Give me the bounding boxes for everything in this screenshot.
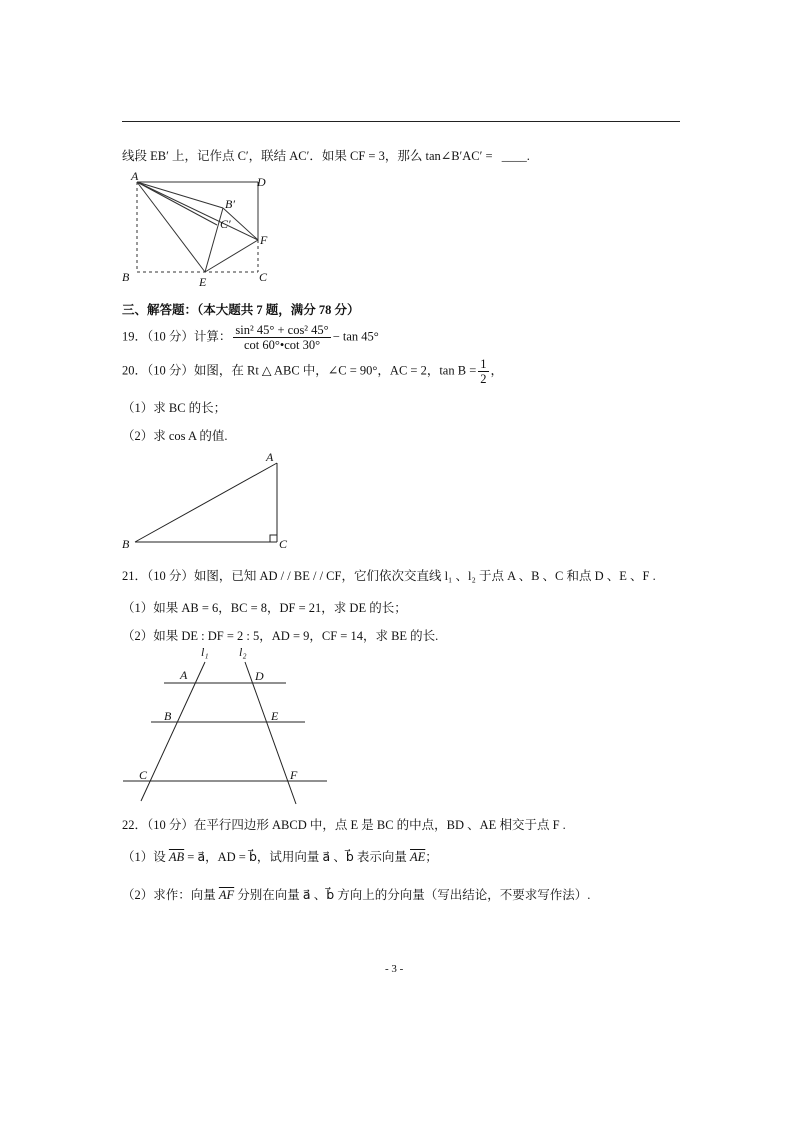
q21-label-l2: l₂ — [239, 645, 247, 659]
q21-label-D: D — [255, 669, 264, 683]
q21-label-B: B — [164, 709, 172, 723]
q21-figure — [115, 644, 335, 806]
q18-edge-AE — [137, 182, 205, 272]
q21-label-E: E — [271, 709, 279, 723]
q18-figure — [115, 168, 275, 290]
q20-right-angle-mark — [270, 535, 277, 542]
q18-label-C1: C′ — [220, 217, 231, 231]
q22-p1-b: = a⃗，AD = b⃗，试用向量 a⃗ 、b⃗ 表示向量 — [187, 850, 407, 864]
q20-part2: （2）求 cos A 的值. — [122, 429, 228, 443]
q22-p2-vec-AF: $\overline{AF}$ — [218, 888, 235, 902]
q22-p1-a: （1）设 — [122, 850, 166, 864]
q22-p1-vec-AE: $\overline{AE}$ — [410, 850, 426, 864]
q18-label-A: A — [131, 169, 139, 183]
q20-label-C: C — [279, 537, 288, 551]
q19-denominator: cot 60°•cot 30° — [243, 338, 321, 352]
q20-stem-text: 20．（10 分）如图，在 Rt △ ABC 中，∠C = 90°，AC = 2，tan B = — [122, 363, 477, 378]
q22-part2 — [122, 885, 590, 903]
q21-part2: （2）如果 DE : DF = 2 : 5，AD = 9，CF = 14，求 BE 的长. — [122, 629, 439, 643]
q19-fraction — [233, 323, 330, 352]
q18-edge-AC1 — [137, 182, 217, 225]
q18-label-B1: B′ — [225, 197, 235, 211]
q20-stem — [122, 357, 503, 386]
q19-numerator: sin² 45° + cos² 45° — [235, 323, 329, 337]
q18-text — [122, 146, 530, 164]
q20-stem-end: ， — [490, 363, 504, 378]
q18-edge-AF — [137, 182, 258, 240]
q20-frac-den: 2 — [480, 372, 487, 386]
q18-label-F: F — [260, 233, 268, 247]
q21-part1: （1）如果 AB = 6，BC = 8，DF = 21，求 DE 的长； — [122, 601, 407, 615]
q19 — [122, 323, 379, 352]
q20-edge-AB — [135, 463, 277, 542]
q18-label-B: B — [122, 270, 130, 284]
q22-p1-c: ； — [425, 850, 438, 864]
q20-figure — [115, 448, 300, 552]
q18-label-D: D — [257, 175, 266, 189]
q20-part1: （1）求 BC 的长； — [122, 401, 227, 415]
q20-frac-num: 1 — [480, 357, 487, 371]
q21-label-C: C — [139, 768, 148, 782]
q18-blank: ____ — [501, 149, 527, 163]
q20-fraction — [478, 357, 488, 386]
section-title: 三、解答题：（本大题共 7 题，满分 78 分） — [122, 303, 360, 317]
q18-period: . — [526, 149, 530, 163]
q21-label-l1: l₁ — [201, 645, 209, 659]
q18-edge-AB1 — [137, 182, 223, 208]
q22-p2-b: 分别在向量 a⃗ 、b⃗ 方向上的分向量（写出结论，不要求写作法）. — [237, 888, 591, 902]
q21-label-F: F — [290, 768, 298, 782]
page-number: - 3 - — [385, 963, 404, 975]
q20-label-B: B — [122, 537, 130, 551]
q21-stem: 21．（10 分）如图，已知 AD / / BE / / CF，它们依次交直线 l₁ 、l₂ 于点 A 、B 、C 和点 D 、E 、F . — [122, 569, 656, 583]
q18-label-E: E — [199, 275, 207, 289]
q18-tail-text: 线段 EB′ 上，记作点 C′，联结 AC′．如果 CF = 3，那么 tan∠B′AC′ = — [122, 149, 493, 163]
q21-label-A: A — [180, 668, 188, 682]
header-rule — [122, 121, 680, 122]
q22-stem: 22．（10 分）在平行四边形 ABCD 中，点 E 是 BC 的中点，BD 、AE 相交于点 F . — [122, 818, 566, 832]
q18-label-C: C — [259, 270, 268, 284]
q20-label-A: A — [266, 450, 274, 464]
q22-part1 — [122, 847, 438, 865]
q19-label: 19．（10 分）计算： — [122, 329, 232, 344]
q22-p1-vec-AB: $\overline{AB}$ — [168, 850, 185, 864]
q19-tail: − tan 45° — [332, 329, 379, 344]
q22-p2-a: （2）求作：向量 — [122, 888, 216, 902]
